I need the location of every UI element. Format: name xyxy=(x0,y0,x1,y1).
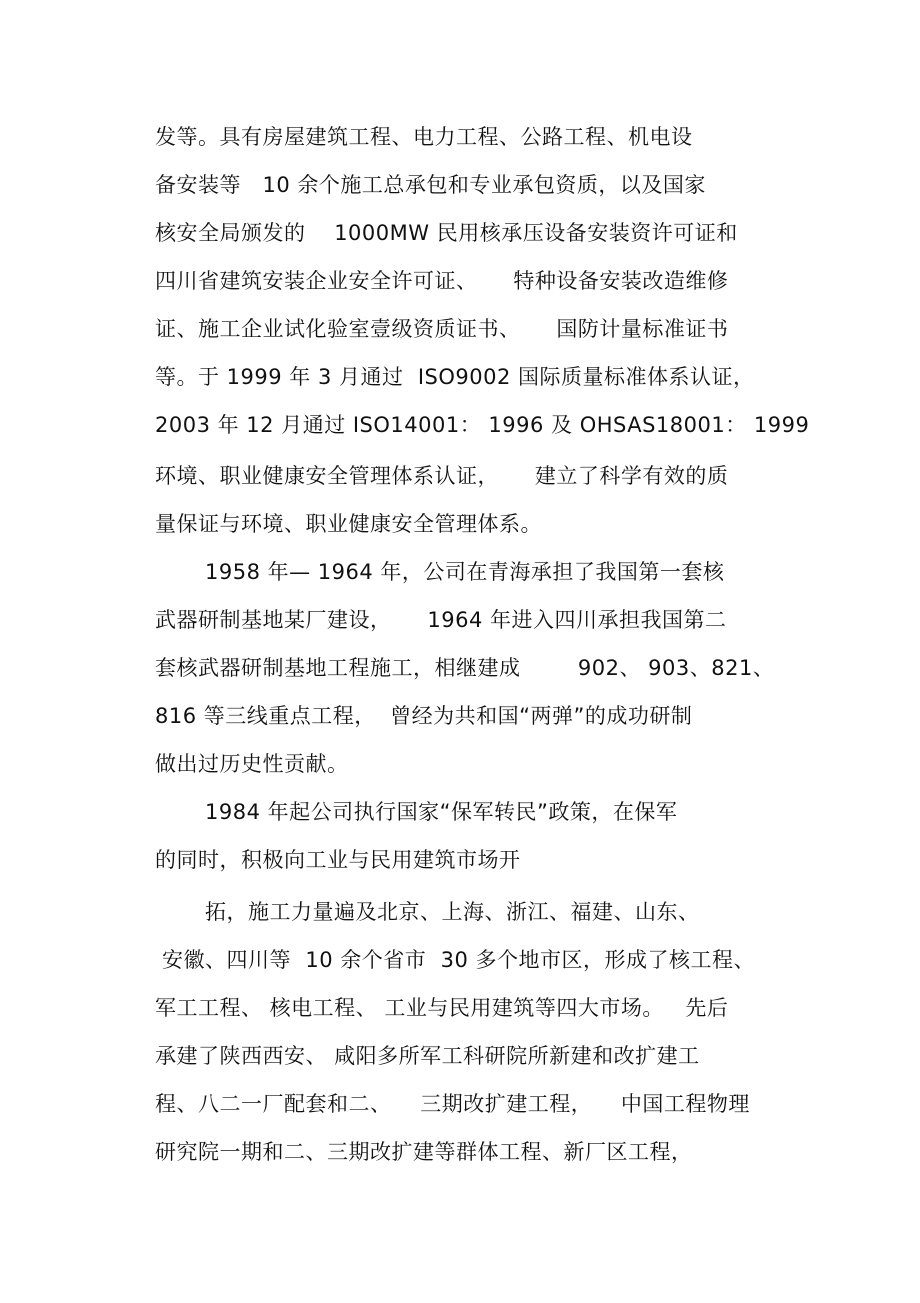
text-line: 四川省建筑安装企业安全许可证、 特种设备安装改造维修 xyxy=(155,269,729,293)
text-line: 研究院一期和二、三期改扩建等群体工程、新厂区工程， xyxy=(155,1140,693,1164)
text-line: 等。于 1999 年 3 月通过 ISO9002 国际质量标准体系认证， xyxy=(155,365,755,389)
text-line: 承建了陕西西安、 咸阳多所军工科研院所新建和改扩建工 xyxy=(155,1044,700,1068)
text-line: 2003 年 12 月通过 ISO14001： 1996 及 OHSAS18001： 1999 xyxy=(155,413,810,437)
text-line: 程、八二一厂配套和二、 三期改扩建工程， 中国工程物理 xyxy=(155,1092,750,1116)
text-line: 备安装等 10 余个施工总承包和专业承包资质，以及国家 xyxy=(155,173,706,197)
text-line: 证、施工企业试化验室壹级资质证书、 国防计量标准证书 xyxy=(155,317,729,341)
text-line: 816 等三线重点工程， 曾经为共和国“两弹”的成功研制 xyxy=(155,704,693,728)
text-line: 拓，施工力量遍及北京、上海、浙江、福建、山东、 xyxy=(205,900,700,924)
text-line: 套核武器研制基地工程施工，相继建成 902、 903、821、 xyxy=(155,656,775,680)
text-line: 军工工程、 核电工程、 工业与民用建筑等四大市场。 先后 xyxy=(155,996,729,1020)
text-line: 核安全局颁发的 1000MW 民用核承压设备安装资许可证和 xyxy=(155,221,738,245)
paragraph-start-line: 1984 年起公司执行国家“保军转民”政策，在保军 xyxy=(205,800,678,824)
text-line: 武器研制基地某厂建设， 1964 年进入四川承担我国第二 xyxy=(155,608,727,632)
text-line: 做出过历史性贡献。 xyxy=(155,752,349,776)
text-line: 发等。具有房屋建筑工程、电力工程、公路工程、机电设 xyxy=(155,125,693,149)
text-line: 安徽、四川等 10 余个省市 30 多个地市区，形成了核工程、 xyxy=(162,948,755,972)
text-line: 的同时，积极向工业与民用建筑市场开 xyxy=(155,848,521,872)
text-line: 量保证与环境、职业健康安全管理体系。 xyxy=(155,512,542,536)
text-line: 环境、职业健康安全管理体系认证， 建立了科学有效的质 xyxy=(155,464,729,488)
paragraph-start-line: 1958 年— 1964 年，公司在青海承担了我国第一套核 xyxy=(205,560,725,584)
